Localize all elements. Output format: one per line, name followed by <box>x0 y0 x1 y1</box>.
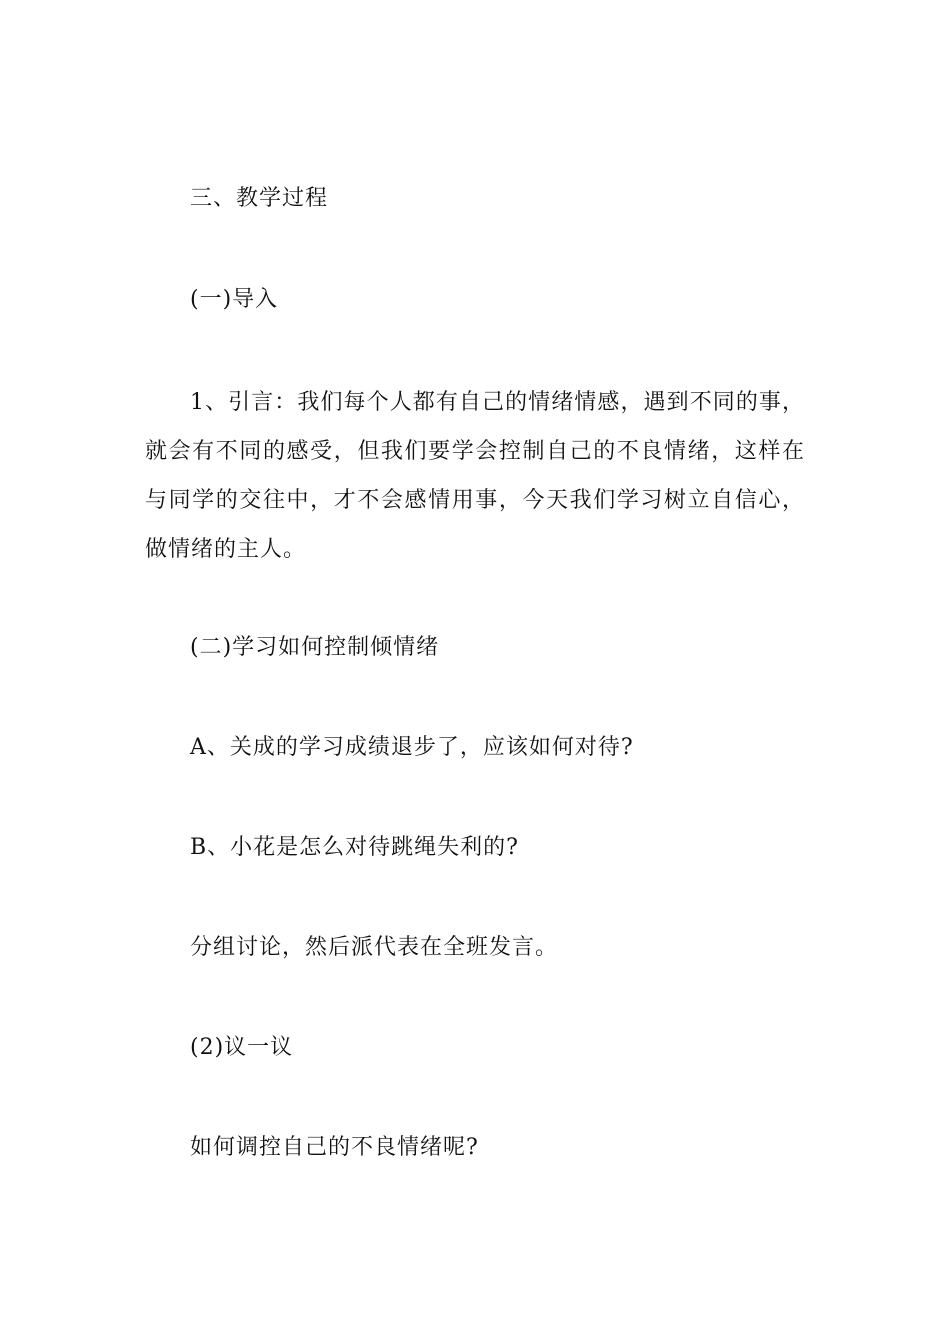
question-b: B、小花是怎么对待跳绳失利的? <box>190 835 519 860</box>
subsection-heading-discuss: (2)议一议 <box>190 1035 294 1060</box>
subsection-heading-learn: (二)学习如何控制倾情绪 <box>190 635 440 660</box>
final-question: 如何调控自己的不良情绪呢? <box>190 1135 479 1160</box>
question-a: A、关成的学习成绩退步了，应该如何对待? <box>190 735 634 760</box>
intro-paragraph: 1、引言：我们每个人都有自己的情绪情感，遇到不同的事，就会有不同的感受，但我们要学会控制自己的不良情绪，这样在与同学的交往中，才不会感情用事，今天我们学习树立自信心，做情绪的主人。 <box>145 390 805 562</box>
section-heading: 三、教学过程 <box>190 186 329 211</box>
group-discussion-text: 分组讨论，然后派代表在全班发言。 <box>190 935 559 960</box>
subsection-heading-intro: (一)导入 <box>190 287 279 312</box>
